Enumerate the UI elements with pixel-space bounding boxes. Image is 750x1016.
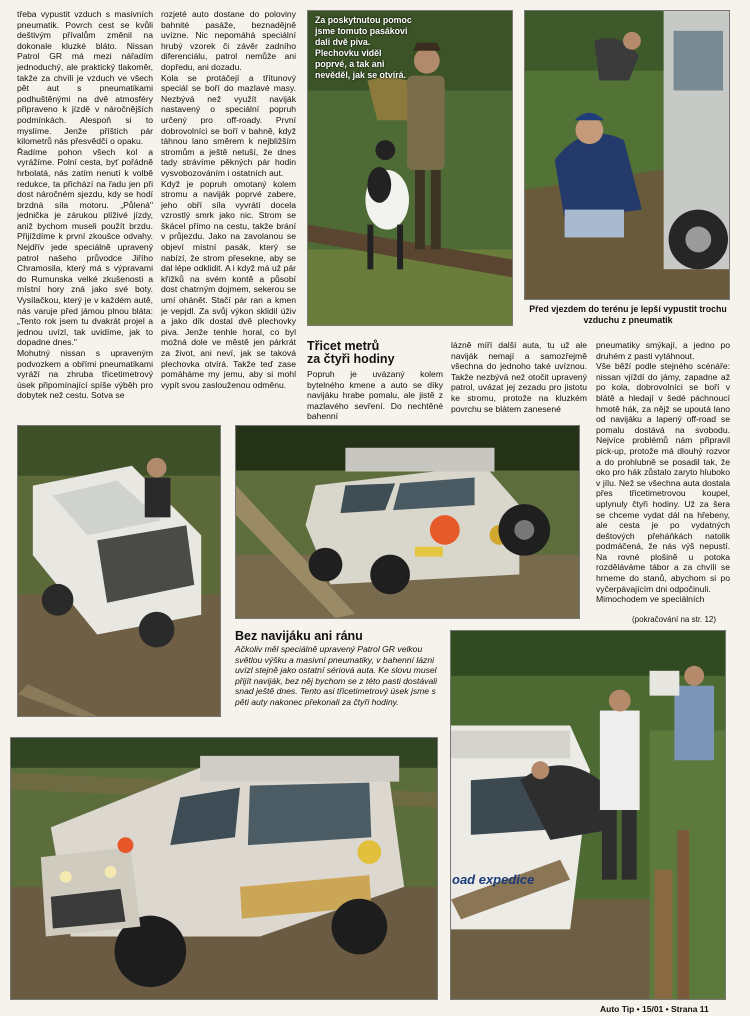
article-column-1: třeba vypustit vzduch s masivních pneumatik. Povrch cest se kvůli deštivým přívalům změnil na dokonale kluzké bláto. Nissan Patrol GR má mezi nářadím jednoduchý, ale praktický tlakoměr, takže za chvíli je vzduch ve všech pět aut s pneumatikami podhuštěnými na dvě atmosféry připraveno k jízdě v náročnějších podmínkách. Alespoň si to myslíme. Jenže příštích pár kilometrů nás přesvědčí o opaku. Řadíme pohon všech kol a vyrážíme. Polní cesta, byť pořádně hrbolatá, nás zatím nenutí k volbě redukce, ta přichází na řadu jen při dost náročném sjezdu, kdy se hodí brzdná síla motoru. „Půlená" jednička je zárukou plíživé jízdy, aniž bychom museli použít brzdu. Přijíždíme k první zkoušce odvahy. Nejdřív jede speciálně upravený patrol našeho průvodce Jiřího Chramosila, který má s výpravami do Rumunska velké zkušenosti a místní hory zná jako své boty. Vysílačkou, který je v každém autě, nás varuje před jámou plnou bláta: „Tento rok jsem tu dvakrát projel a jednou uvízl, tak uvidíme, jak to dopadne dnes." Mohutný nissan s upraveným podvozkem a obřími pneumatikami vyráží na zhruba třicetimetrový úsek připomínající spíše výběh pro dobytek než cestu. Sotva se xyxy=(17,9,153,401)
photo-patrol-front xyxy=(10,737,438,1000)
photo-patrol-in-mud xyxy=(235,425,580,619)
section-heading-thirty-metres: Třicet metrů za čtyři hodiny xyxy=(307,339,395,366)
section-heading-no-winch: Bez navijáku ani ránu xyxy=(235,629,363,643)
page-folio: Auto Tip • 15/01 • Strana 11 xyxy=(600,1004,709,1014)
article-column-3: Popruh je uvázaný kolem bytelného kmene a auto se díky navijáku hrabe pomalu, ale jistě z mazlavého sevření. Do nechtěné bahenní xyxy=(307,369,443,421)
photo-tyre-deflation xyxy=(524,10,730,300)
photo-pickup-stuck xyxy=(17,425,221,717)
photo-caption-winch: Ačkoliv měl speciálně upravený Patrol GR velkou světlou výšku a masivní pneumatiky, v bahenní lázni uvízl stejně jako ostatní sériová auta. Ke slovu musel přijít naviják, bez něj bychom se z této pasti dostávali snad ještě dnes. Tento asi třicetimetrový úsek jsme s pěti auty nakonec překonali za čtyři hodiny. xyxy=(235,644,438,707)
article-column-2: rozjeté auto dostane do poloviny bahnité pasáže, beznadějně uvízne. Nic nepomáhá speciální hrubý vzorek či závěr zadního diferenciálu, patrol nemůže ani dopředu, ani dozadu. Kola se protáčejí a třítunový speciál se boří do mazlavé masy. Nezbývá než využít naviják nastavený o speciální popruh určený pro off-roady. První dobrovolníci se boří v bahně, když táhnou lano směrem k nejbližším stromům a ještě netuší, že dnes tady strávíme pěkných pár hodin vysvobozováním i ostatních aut. Když je popruh omotaný kolem stromu a naviják poprvé zabere, jeho obří síla vyvrátí docela vzrostlý smrk jako nic. Strom se škácel přímo na cestu, takže brání v průjezdu. Jako na zavolanou se objeví místní pasák, který se nabízí, že strom přesekne, aby se dal lépe odklidit. A i když má už pár křížků na svém kontě a působí dost chatrným dojmem, sekerou se umí ohánět. Stačí pár ran a kmen je vepjdl. Za svůj výkon sklidil úživ a jako dík dostal dvě plechovky piva. Jenže tenhle horal, co byl možná dole ve městě jen párkrát za život, ani neví, jak se taková plechovka otvírá. Takže teď zase pomáháme my jemu, aby si mohl vypít svou zaslouženou odměnu. xyxy=(161,9,296,390)
article-column-4: lázně míří další auta, tu už ale naviják nemají a samozřejmě všechna do jednoho také uvíznou. Takže nezbývá než otočit upravený patrol, uvázat jej zezadu pro jistotu ke stromu, protože na kluzkém povrchu se blátem zanesené xyxy=(451,340,587,414)
photo-crew-winching xyxy=(450,630,726,1000)
vehicle-decal-text: oad expedice xyxy=(452,872,535,887)
photo-caption-shepherd: Za poskytnutou pomoc jsme tomuto pasákovi dali dvě piva. Plechovku viděl poprvé, a tak ani nevěděl, jak se otvírá. xyxy=(315,15,412,80)
photo-caption-tyres: Před vjezdem do terénu je lepší vypustit trochu vzduchu z pneumatik xyxy=(529,304,727,325)
article-column-5: pneumatiky smýkají, a jedno po druhém z pasti vytáhnout. Vše běží podle stejného scénáře: nissan vjíždí do jámy, zapadne až po kola, dobrovolníci se boří v blátě a hledají v šedé páchnoucí hmotě hák, za nějž se upoutá lano od navijáku a lapený off-road se pomalu dostává na svobodu. Nejvíce problémů nám připravil pick-up, protože má dlouhý rozvor a do prohlubně se posadil tak, že oko pro hák zůstalo zaryto hluboko v jílu. Než se všechna auta dostala přes třicetimetrovou koupel, uplynuly čtyři hodiny. Už za šera se chceme vydat dál na hřebeny, ale cesta je po vydatných deštových přeháňkách natolik podmáčená, že nás výš nepustí. Na rovné plošině u potoka rozděláváme tábor a za chvíli se hrneme do stanů, abychom si po vyčerpávajícím dni odpočinuli. Mimochodem ve speciálních xyxy=(596,340,730,605)
continued-note: (pokračování na str. 12) xyxy=(632,615,717,624)
